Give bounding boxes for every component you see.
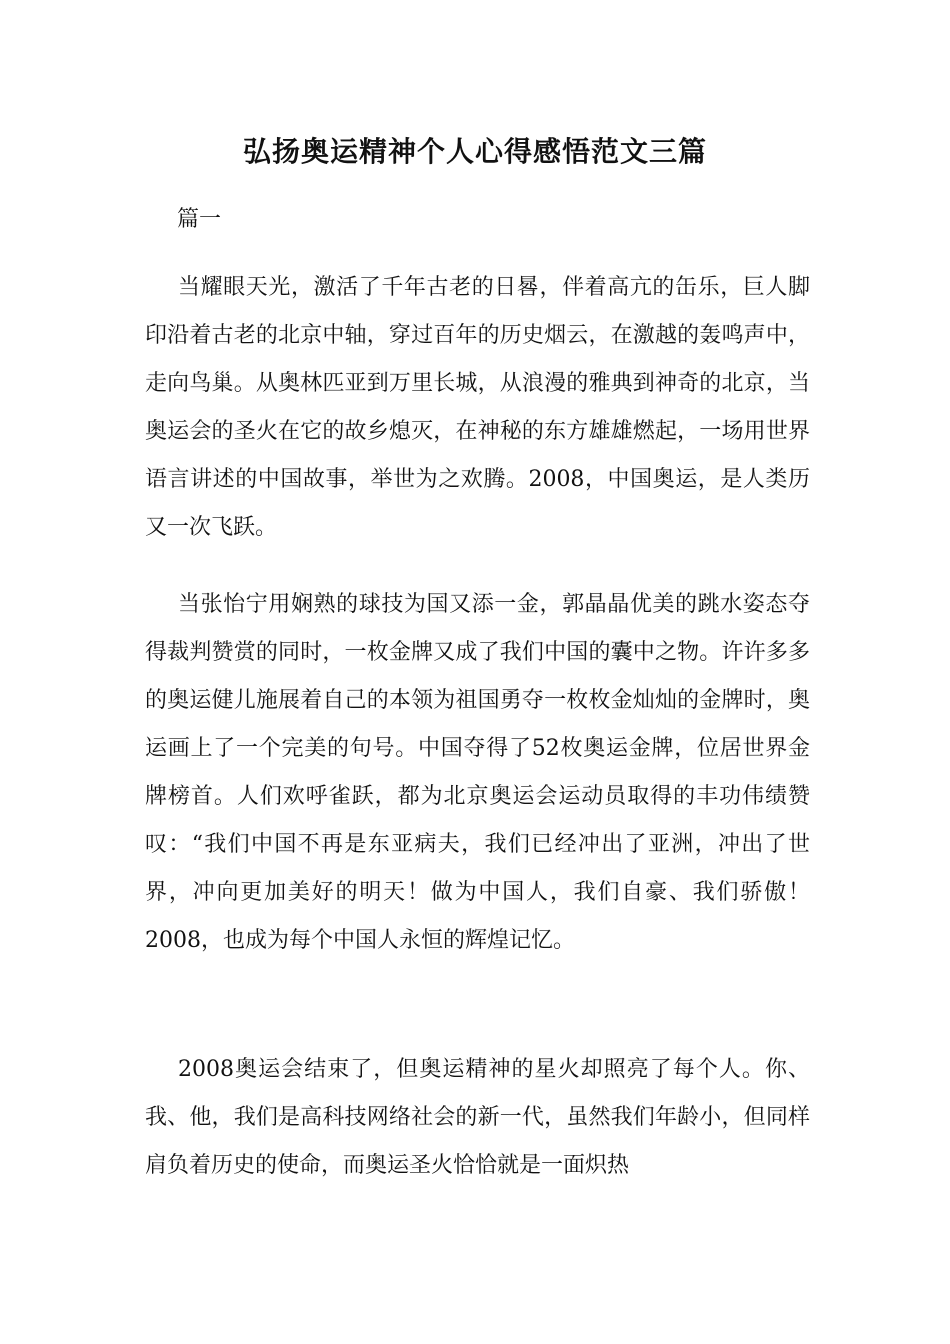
document-title: 弘扬奥运精神个人心得感悟范文三篇 [242,135,707,168]
paragraph-1: 当耀眼天光，激活了千年古老的日晷，伴着高亢的缶乐，巨人脚印沿着古老的北京中轴，穿过百年的历史烟云，在激越的轰鸣声中，走向鸟巢。从奥林匹亚到万里长城，从浪漫的雅典到神奇的北京，当奥运会的圣火在它的故乡熄灭，在神秘的东方雄雄燃起，一场用世界语言讲述的中国故事，举世为之欢腾。2008，中国奥运，是人类历又一次飞跃。 [145,275,810,540]
paragraph-3: 2008奥运会结束了，但奥运精神的星火却照亮了每个人。你、我、他，我们是高科技网络社会的新一代，虽然我们年龄小，但同样肩负着历史的使命，而奥运圣火恰恰就是一面炽热 [145,1057,810,1178]
paragraph-2: 当张怡宁用娴熟的球技为国又添一金，郭晶晶优美的跳水姿态夺得裁判赞赏的同时，一枚金牌又成了我们中国的囊中之物。许许多多的奥运健儿施展着自己的本领为祖国勇夺一枚枚金灿灿的金牌时，奥运画上了一个完美的句号。中国夺得了52枚奥运金牌，位居世界金牌榜首。人们欢呼雀跃，都为北京奥运会运动员取得的丰功伟绩赞叹：“我们中国不再是东亚病夫，我们已经冲出了亚洲，冲出了世界，冲向更加美好的明天！做为中国人，我们自豪、我们骄傲！2008，也成为每个中国人永恒的辉煌记忆。 [145,592,810,953]
section-label: 篇一 [177,207,222,232]
